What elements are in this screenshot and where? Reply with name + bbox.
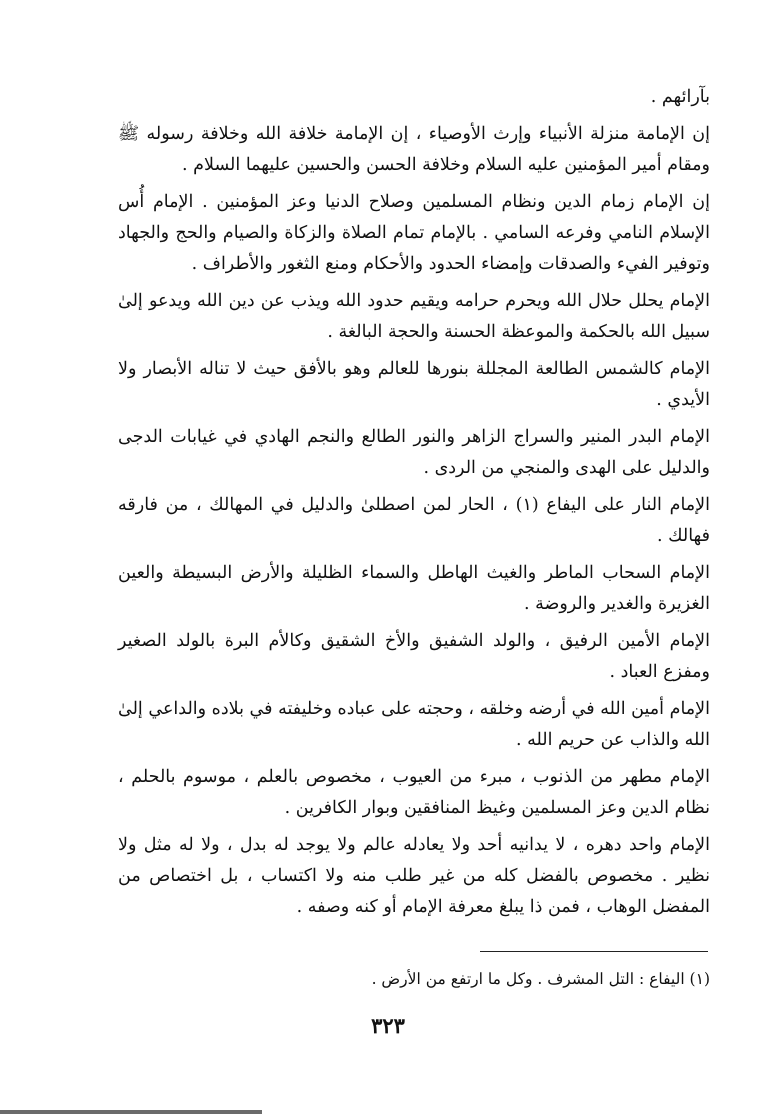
footnote-divider [480, 951, 708, 952]
paragraph-4: الإمام يحلل حلال الله ويحرم حرامه ويقيم حدود الله ويذب عن دين الله ويدعو إلىٰ سبيل الله بالحكمة والموعظة الحسنة والحجة البالغة . [118, 291, 710, 342]
paragraph-7: الإمام النار على اليفاع (١) ، الحار لمن اصطلىٰ والدليل في المهالك ، من فارقه فهالك . [118, 495, 710, 546]
footnote: (١) اليفاع : التل المشرف . وكل ما ارتفع من الأرض . [371, 970, 710, 988]
page-body [118, 80, 710, 927]
paragraph-6: الإمام البدر المنير والسراج الزاهر والنور الطالع والنجم الهادي في غيابات الدجى والدليل على الهدى والمنجي من الردى . [118, 427, 710, 478]
paragraph-10: الإمام أمين الله في أرضه وخلقه ، وحجته على عباده وخليفته في بلاده والداعي إلىٰ الله والذاب عن حريم الله . [118, 699, 710, 750]
paragraph-5: الإمام كالشمس الطالعة المجللة بنورها للعالم وهو بالأفق حيث لا تناله الأبصار ولا الأيدي . [118, 359, 710, 410]
paragraph-2: إن الإمامة منزلة الأنبياء وإرث الأوصياء ، إن الإمامة خلافة الله وخلافة رسوله ﷺ ومقام أمير المؤمنين عليه السلام وخلافة الحسن والحسين عليهما السلام . [118, 124, 710, 175]
scan-edge-bar [0, 1110, 262, 1114]
paragraph-1: بآرائهم . [650, 87, 710, 107]
paragraph-9: الإمام الأمين الرفيق ، والولد الشفيق والأخ الشقيق وكالأم البرة بالولد الصغير ومفزع العباد . [118, 631, 710, 682]
paragraph-8: الإمام السحاب الماطر والغيث الهاطل والسماء الظليلة والأرض البسيطة والعين الغزيرة والغدير والروضة . [118, 563, 710, 614]
paragraph-12: الإمام واحد دهره ، لا يدانيه أحد ولا يعادله عالم ولا يوجد له بدل ، ولا له مثل ولا نظير . مخصوص بالفضل كله من غير طلب منه ولا اكتساب ، بل اختصاص من المفضل الوهاب ، فمن ذا يبلغ معرفة الإمام أو كنه وصفه . [118, 835, 710, 917]
paragraph-11: الإمام مطهر من الذنوب ، مبرء من العيوب ، مخصوص بالعلم ، موسوم بالحلم ، نظام الدين وعز المسلمين وغيظ المنافقين وبوار الكافرين . [118, 767, 710, 818]
paragraph-3: إن الإمام زمام الدين ونظام المسلمين وصلاح الدنيا وعز المؤمنين . الإمام أُس الإسلام النامي وفرعه السامي . بالإمام تمام الصلاة والزكاة والصيام والحج والجهاد وتوفير الفيء والصدقات وإمضاء الحدود والأحكام ومنع الثغور والأطراف . [118, 192, 710, 274]
page-number: ٣٢٣ [371, 1013, 405, 1038]
